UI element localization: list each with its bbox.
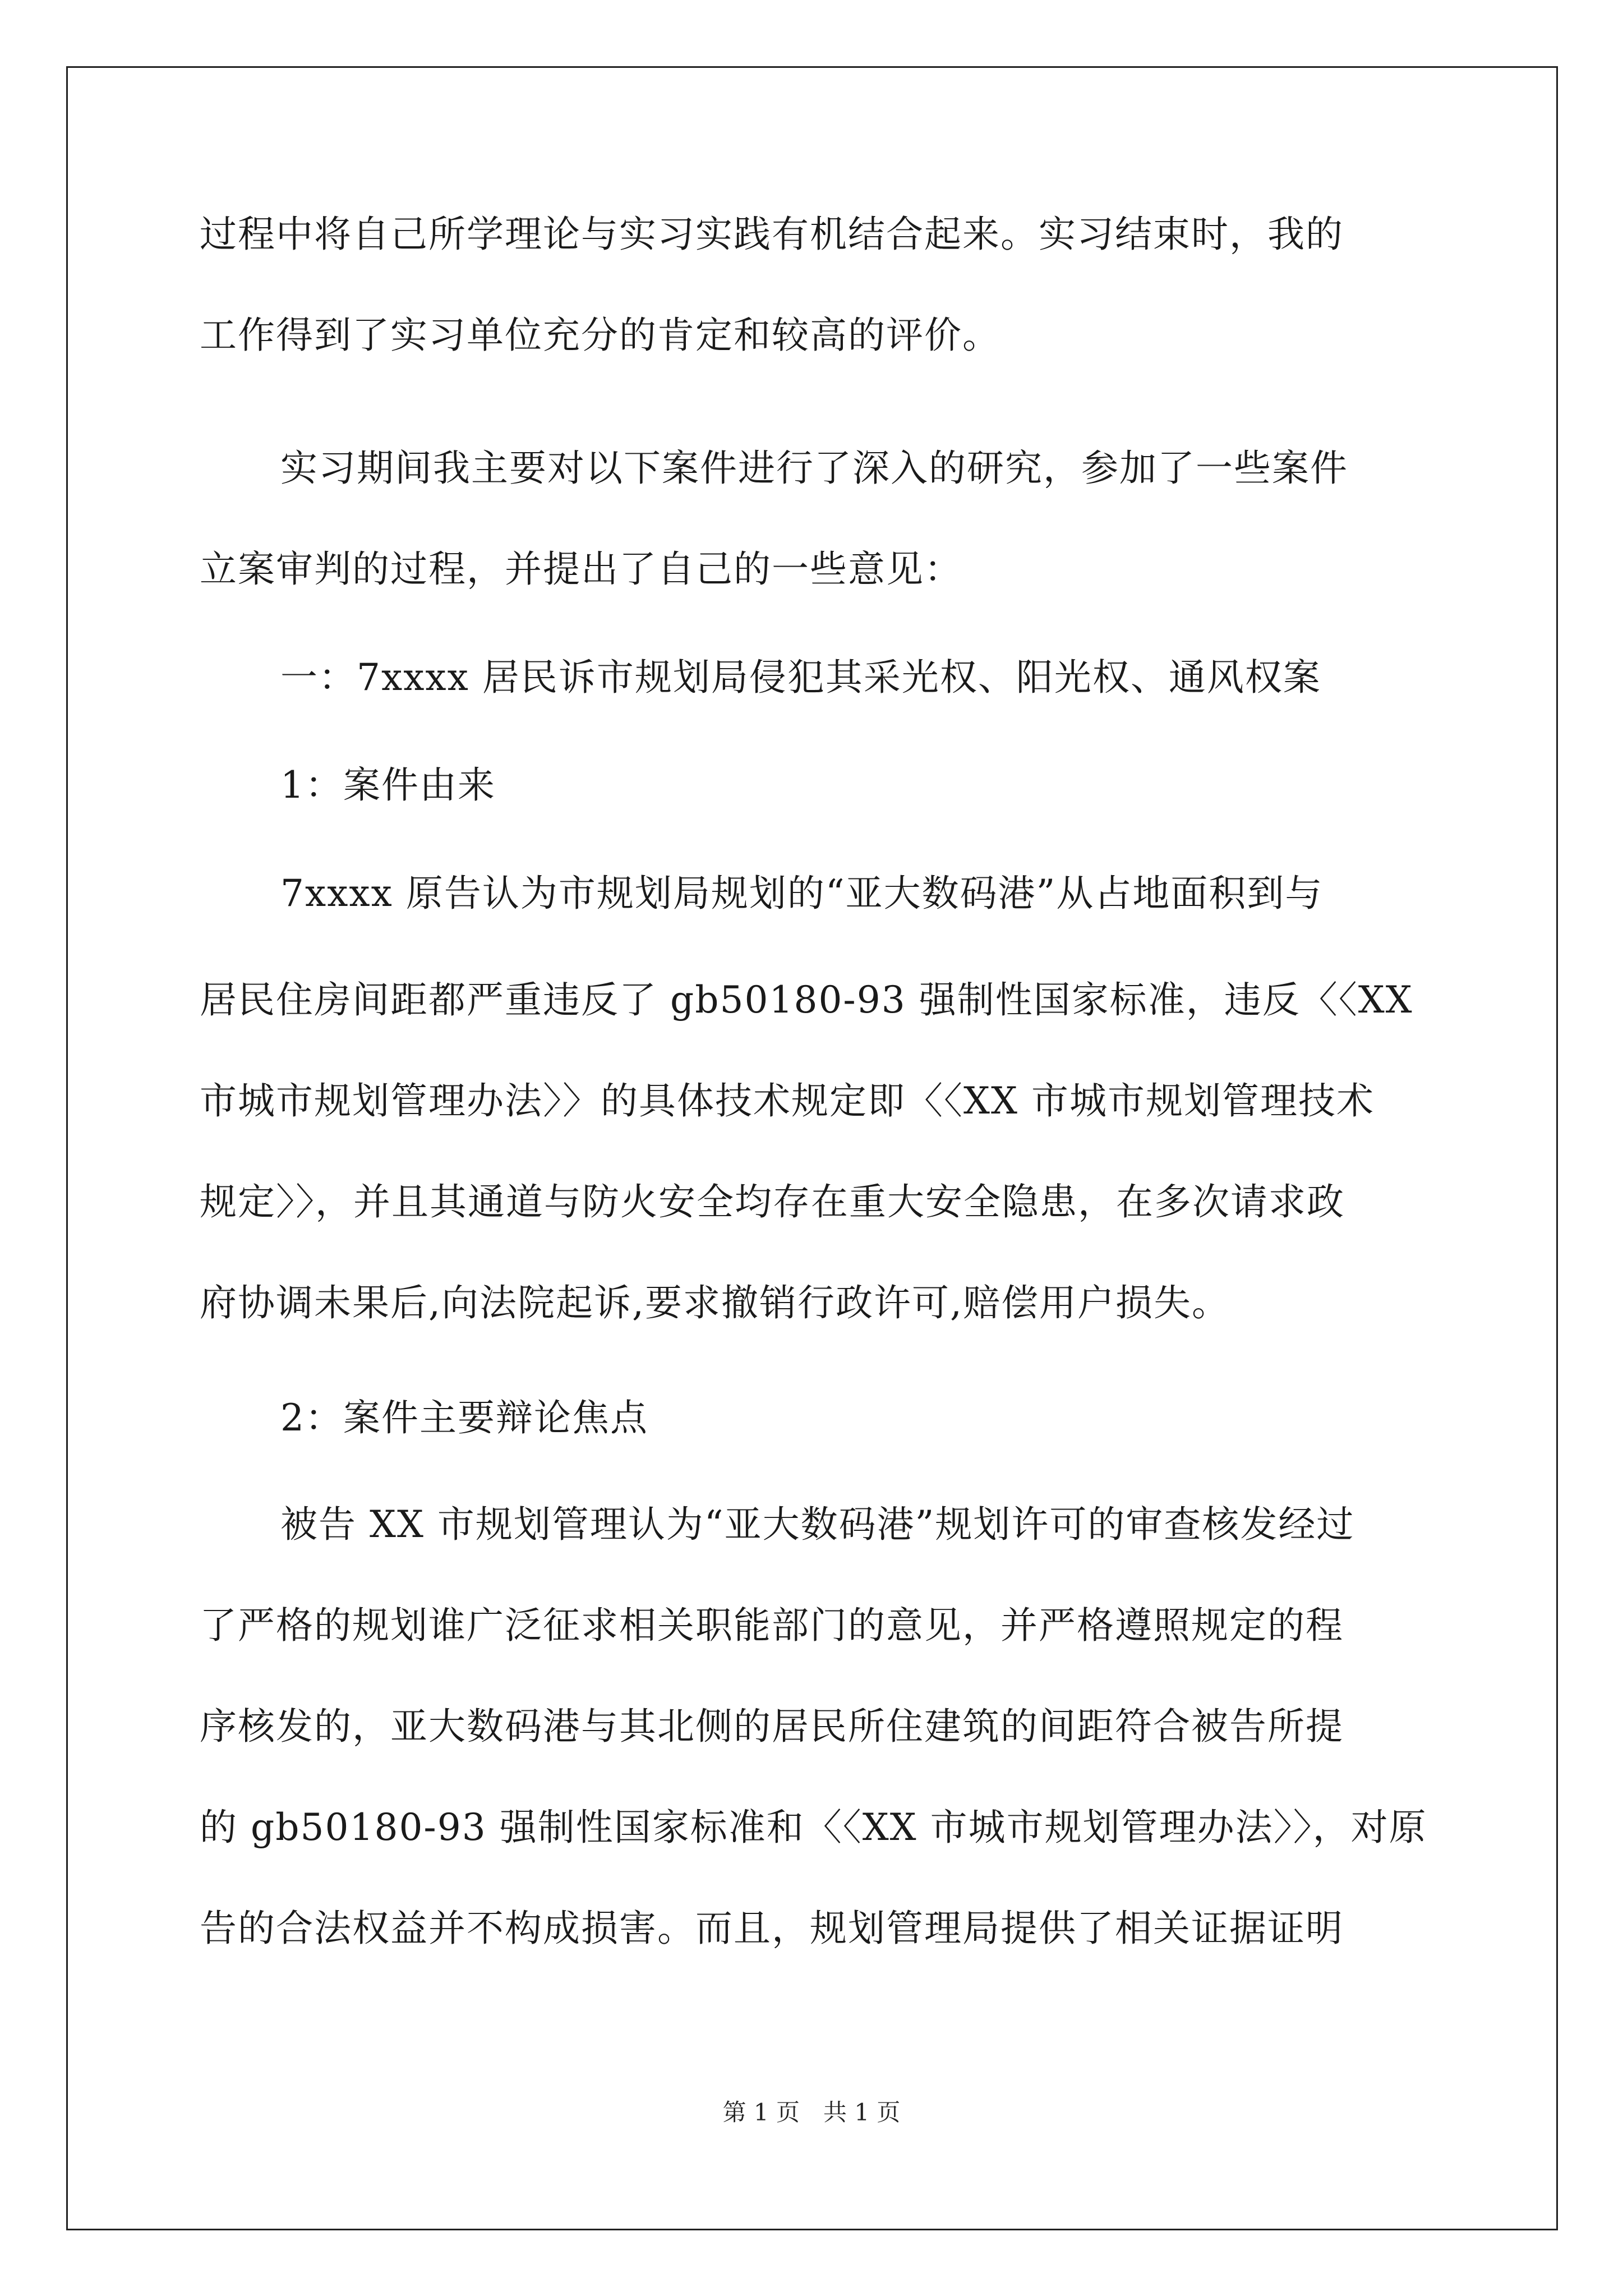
paragraph-line: 序核发的，亚大数码港与其北侧的居民所住建筑的间距符合被告所提 — [200, 1705, 1344, 1748]
page-number: 第 1 页 共 1 页 — [722, 2099, 901, 2126]
subsection-heading: 1：案件由来 — [280, 763, 496, 807]
paragraph-line: 被告 XX 市规划管理认为“亚大数码港”规划许可的审查核发经过 — [280, 1503, 1355, 1546]
paragraph-line: 7xxxx 原告认为市规划局规划的“亚大数码港”从占地面积到与 — [280, 872, 1324, 915]
paragraph-line: 实习期间我主要对以下案件进行了深入的研究，参加了一些案件 — [280, 447, 1348, 490]
paragraph-line: 市城市规划管理办法〉〉的具体技术规定即〈〈XX 市城市规划管理技术 — [200, 1079, 1375, 1122]
paragraph-line: 规定〉〉，并且其通道与防火安全均存在重大安全隐患，在多次请求政 — [200, 1180, 1345, 1223]
paragraph-line: 了严格的规划谁广泛征求相关职能部门的意见，并严格遵照规定的程 — [200, 1604, 1344, 1647]
paragraph-line: 过程中将自己所学理论与实习实践有机结合起来。实习结束时，我的 — [200, 213, 1344, 256]
subsection-heading: 2：案件主要辩论焦点 — [280, 1396, 648, 1439]
paragraph-line: 的 gb50180-93 强制性国家标准和〈〈XX 市城市规划管理办法〉〉，对原 — [200, 1806, 1427, 1849]
paragraph-line: 居民住房间距都严重违反了 gb50180-93 强制性国家标准，违反〈〈XX — [200, 978, 1413, 1022]
section-heading: 一：7xxxx 居民诉市规划局侵犯其采光权、阳光权、通风权案 — [280, 656, 1321, 699]
paragraph-line: 府协调未果后,向法院起诉,要求撤销行政许可,赔偿用户损失。 — [200, 1281, 1230, 1324]
paragraph-line: 立案审判的过程，并提出了自己的一些意见： — [200, 547, 962, 591]
paragraph-line: 工作得到了实习单位充分的肯定和较高的评价。 — [200, 314, 1000, 357]
paragraph-line: 告的合法权益并不构成损害。而且，规划管理局提供了相关证据证明 — [200, 1907, 1344, 1950]
